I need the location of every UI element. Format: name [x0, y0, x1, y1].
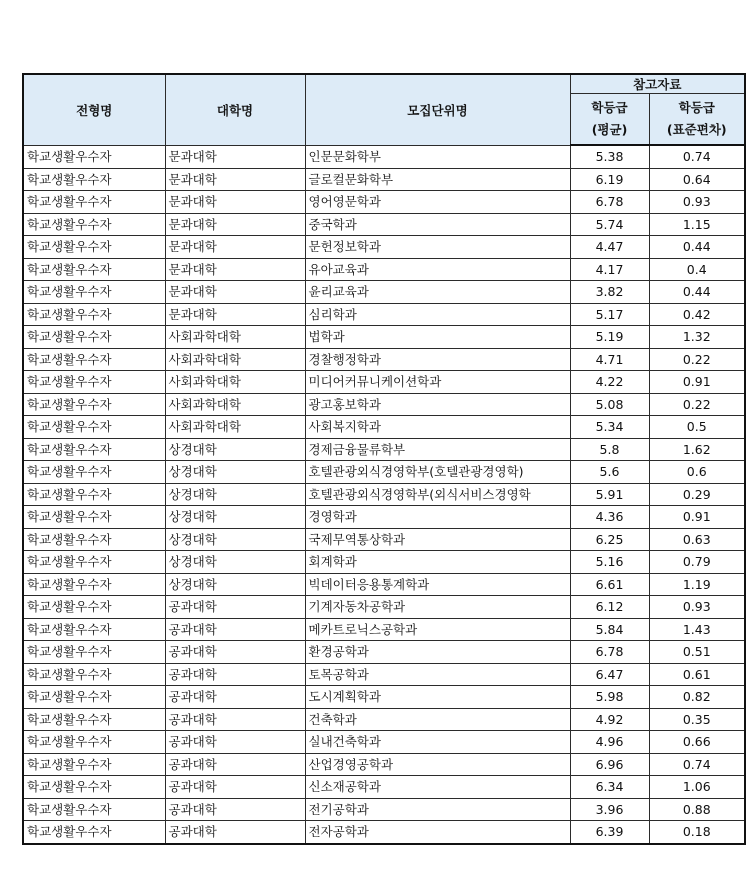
cell-type: 학교생활우수자 [23, 438, 165, 461]
cell-type: 학교생활우수자 [23, 731, 165, 754]
table-row [23, 618, 745, 641]
cell-college: 문과대학 [165, 236, 305, 259]
cell-college: 문과대학 [165, 303, 305, 326]
cell-college: 문과대학 [165, 191, 305, 214]
table-row [23, 798, 745, 821]
table-row [23, 303, 745, 326]
cell-college: 공과대학 [165, 821, 305, 844]
cell-unit: 사회복지학과 [305, 416, 570, 439]
cell-grade-avg: 4.22 [570, 371, 649, 394]
table-row [23, 168, 745, 191]
cell-grade-avg: 6.12 [570, 596, 649, 619]
cell-unit: 환경공학과 [305, 641, 570, 664]
table-row [23, 416, 745, 439]
cell-unit: 전기공학과 [305, 798, 570, 821]
cell-grade-avg: 6.78 [570, 641, 649, 664]
table-row [23, 573, 745, 596]
table-row [23, 596, 745, 619]
table-row [23, 191, 745, 214]
cell-type: 학교생활우수자 [23, 393, 165, 416]
table-row [23, 236, 745, 259]
cell-grade-avg: 5.6 [570, 461, 649, 484]
header-type: 전형명 [23, 74, 165, 145]
cell-grade-avg: 4.96 [570, 731, 649, 754]
cell-grade-sd: 0.93 [649, 596, 745, 619]
header-grade-avg-line2: (평균) [591, 122, 628, 137]
cell-type: 학교생활우수자 [23, 303, 165, 326]
cell-grade-sd: 1.43 [649, 618, 745, 641]
table-row [23, 821, 745, 844]
cell-grade-avg: 4.36 [570, 506, 649, 529]
cell-type: 학교생활우수자 [23, 798, 165, 821]
cell-type: 학교생활우수자 [23, 236, 165, 259]
cell-type: 학교생활우수자 [23, 348, 165, 371]
table-row [23, 483, 745, 506]
cell-college: 사회과학대학 [165, 416, 305, 439]
cell-grade-sd: 0.79 [649, 551, 745, 574]
cell-unit: 전자공학과 [305, 821, 570, 844]
cell-grade-avg: 6.78 [570, 191, 649, 214]
cell-type: 학교생활우수자 [23, 528, 165, 551]
cell-unit: 토목공학과 [305, 663, 570, 686]
cell-college: 문과대학 [165, 145, 305, 168]
cell-type: 학교생활우수자 [23, 573, 165, 596]
cell-grade-avg: 3.96 [570, 798, 649, 821]
cell-unit: 인문문화학부 [305, 145, 570, 168]
cell-grade-sd: 0.6 [649, 461, 745, 484]
table-row [23, 551, 745, 574]
table-row [23, 371, 745, 394]
cell-type: 학교생활우수자 [23, 776, 165, 799]
cell-grade-sd: 0.22 [649, 348, 745, 371]
cell-grade-avg: 4.92 [570, 708, 649, 731]
cell-unit: 유아교육과 [305, 258, 570, 281]
cell-grade-avg: 4.17 [570, 258, 649, 281]
cell-grade-avg: 6.96 [570, 753, 649, 776]
header-college: 대학명 [165, 74, 305, 145]
cell-unit: 실내건축학과 [305, 731, 570, 754]
cell-grade-sd: 0.91 [649, 506, 745, 529]
grade-table [22, 73, 746, 845]
table-row [23, 258, 745, 281]
cell-college: 상경대학 [165, 438, 305, 461]
cell-grade-sd: 0.74 [649, 753, 745, 776]
cell-grade-avg: 6.34 [570, 776, 649, 799]
cell-grade-avg: 3.82 [570, 281, 649, 304]
cell-type: 학교생활우수자 [23, 416, 165, 439]
cell-type: 학교생활우수자 [23, 596, 165, 619]
cell-college: 공과대학 [165, 776, 305, 799]
cell-unit: 문헌정보학과 [305, 236, 570, 259]
cell-grade-sd: 0.61 [649, 663, 745, 686]
cell-type: 학교생활우수자 [23, 371, 165, 394]
table-row [23, 708, 745, 731]
cell-unit: 신소재공학과 [305, 776, 570, 799]
table-row [23, 731, 745, 754]
table-row [23, 438, 745, 461]
cell-type: 학교생활우수자 [23, 821, 165, 844]
cell-unit: 경영학과 [305, 506, 570, 529]
cell-type: 학교생활우수자 [23, 506, 165, 529]
cell-type: 학교생활우수자 [23, 483, 165, 506]
cell-grade-sd: 0.91 [649, 371, 745, 394]
cell-grade-avg: 6.61 [570, 573, 649, 596]
cell-unit: 호텔관광외식경영학부(외식서비스경영학 [305, 483, 570, 506]
cell-college: 문과대학 [165, 213, 305, 236]
cell-college: 사회과학대학 [165, 348, 305, 371]
cell-grade-sd: 1.19 [649, 573, 745, 596]
cell-grade-avg: 5.16 [570, 551, 649, 574]
cell-unit: 경제금융물류학부 [305, 438, 570, 461]
cell-unit: 건축학과 [305, 708, 570, 731]
cell-grade-sd: 0.44 [649, 281, 745, 304]
cell-grade-avg: 6.39 [570, 821, 649, 844]
table-row [23, 753, 745, 776]
cell-college: 상경대학 [165, 483, 305, 506]
cell-grade-sd: 0.42 [649, 303, 745, 326]
cell-college: 공과대학 [165, 798, 305, 821]
cell-college: 상경대학 [165, 551, 305, 574]
cell-grade-avg: 5.91 [570, 483, 649, 506]
cell-college: 사회과학대학 [165, 326, 305, 349]
cell-type: 학교생활우수자 [23, 281, 165, 304]
cell-grade-sd: 0.64 [649, 168, 745, 191]
cell-grade-avg: 5.17 [570, 303, 649, 326]
cell-grade-avg: 4.71 [570, 348, 649, 371]
cell-unit: 국제무역통상학과 [305, 528, 570, 551]
cell-grade-avg: 5.38 [570, 145, 649, 168]
cell-grade-avg: 5.98 [570, 686, 649, 709]
cell-unit: 도시계획학과 [305, 686, 570, 709]
cell-college: 공과대학 [165, 618, 305, 641]
table-row [23, 348, 745, 371]
cell-college: 상경대학 [165, 573, 305, 596]
table-row [23, 281, 745, 304]
table-row [23, 213, 745, 236]
table-row [23, 641, 745, 664]
cell-grade-sd: 1.32 [649, 326, 745, 349]
cell-type: 학교생활우수자 [23, 663, 165, 686]
table-row [23, 663, 745, 686]
cell-grade-sd: 0.29 [649, 483, 745, 506]
table-row [23, 776, 745, 799]
cell-grade-sd: 0.5 [649, 416, 745, 439]
header-grade-sd-line2: (표준편차) [666, 122, 727, 137]
cell-type: 학교생활우수자 [23, 168, 165, 191]
cell-college: 문과대학 [165, 258, 305, 281]
cell-type: 학교생활우수자 [23, 618, 165, 641]
cell-college: 공과대학 [165, 686, 305, 709]
cell-grade-avg: 6.19 [570, 168, 649, 191]
cell-grade-sd: 0.88 [649, 798, 745, 821]
cell-grade-sd: 0.22 [649, 393, 745, 416]
cell-unit: 산업경영공학과 [305, 753, 570, 776]
cell-college: 문과대학 [165, 281, 305, 304]
cell-unit: 영어영문학과 [305, 191, 570, 214]
cell-type: 학교생활우수자 [23, 326, 165, 349]
cell-college: 공과대학 [165, 663, 305, 686]
cell-college: 상경대학 [165, 506, 305, 529]
cell-type: 학교생활우수자 [23, 551, 165, 574]
cell-college: 공과대학 [165, 708, 305, 731]
cell-unit: 빅데이터응용통계학과 [305, 573, 570, 596]
cell-college: 상경대학 [165, 461, 305, 484]
cell-grade-avg: 5.84 [570, 618, 649, 641]
cell-grade-sd: 1.62 [649, 438, 745, 461]
cell-grade-sd: 0.93 [649, 191, 745, 214]
cell-unit: 메카트로닉스공학과 [305, 618, 570, 641]
cell-grade-avg: 5.74 [570, 213, 649, 236]
cell-college: 사회과학대학 [165, 393, 305, 416]
table-row [23, 686, 745, 709]
cell-grade-sd: 0.63 [649, 528, 745, 551]
cell-grade-sd: 0.44 [649, 236, 745, 259]
cell-college: 상경대학 [165, 528, 305, 551]
header-unit: 모집단위명 [305, 74, 570, 145]
cell-college: 문과대학 [165, 168, 305, 191]
cell-unit: 글로컬문화학부 [305, 168, 570, 191]
cell-unit: 호텔관광외식경영학부(호텔관광경영학) [305, 461, 570, 484]
header-grade-sd-line1: 학등급 [678, 100, 715, 115]
cell-college: 공과대학 [165, 641, 305, 664]
cell-type: 학교생활우수자 [23, 213, 165, 236]
cell-type: 학교생활우수자 [23, 708, 165, 731]
cell-unit: 심리학과 [305, 303, 570, 326]
cell-grade-sd: 0.74 [649, 145, 745, 168]
cell-grade-sd: 0.35 [649, 708, 745, 731]
cell-grade-avg: 5.8 [570, 438, 649, 461]
table-row [23, 393, 745, 416]
table-row [23, 461, 745, 484]
cell-grade-sd: 1.15 [649, 213, 745, 236]
header-reference: 참고자료 [570, 74, 745, 94]
cell-college: 사회과학대학 [165, 371, 305, 394]
cell-grade-avg: 6.47 [570, 663, 649, 686]
cell-grade-avg: 5.19 [570, 326, 649, 349]
cell-grade-avg: 5.34 [570, 416, 649, 439]
cell-grade-sd: 0.66 [649, 731, 745, 754]
cell-type: 학교생활우수자 [23, 641, 165, 664]
cell-grade-avg: 5.08 [570, 393, 649, 416]
cell-unit: 중국학과 [305, 213, 570, 236]
cell-unit: 광고홍보학과 [305, 393, 570, 416]
header-grade-sd [649, 94, 745, 146]
cell-grade-avg: 4.47 [570, 236, 649, 259]
cell-unit: 윤리교육과 [305, 281, 570, 304]
table-row [23, 145, 745, 168]
table-row [23, 506, 745, 529]
table-row [23, 326, 745, 349]
cell-college: 공과대학 [165, 753, 305, 776]
cell-unit: 회계학과 [305, 551, 570, 574]
cell-unit: 기계자동차공학과 [305, 596, 570, 619]
cell-college: 공과대학 [165, 596, 305, 619]
cell-unit: 법학과 [305, 326, 570, 349]
cell-grade-sd: 1.06 [649, 776, 745, 799]
cell-college: 공과대학 [165, 731, 305, 754]
cell-type: 학교생활우수자 [23, 461, 165, 484]
cell-type: 학교생활우수자 [23, 686, 165, 709]
cell-grade-sd: 0.18 [649, 821, 745, 844]
cell-type: 학교생활우수자 [23, 753, 165, 776]
cell-grade-sd: 0.4 [649, 258, 745, 281]
table-row [23, 528, 745, 551]
cell-grade-sd: 0.82 [649, 686, 745, 709]
cell-type: 학교생활우수자 [23, 145, 165, 168]
cell-grade-avg: 6.25 [570, 528, 649, 551]
cell-grade-sd: 0.51 [649, 641, 745, 664]
cell-unit: 경찰행정학과 [305, 348, 570, 371]
cell-unit: 미디어커뮤니케이션학과 [305, 371, 570, 394]
cell-type: 학교생활우수자 [23, 258, 165, 281]
cell-type: 학교생활우수자 [23, 191, 165, 214]
header-grade-avg [570, 94, 649, 146]
header-grade-avg-line1: 학등급 [591, 100, 628, 115]
